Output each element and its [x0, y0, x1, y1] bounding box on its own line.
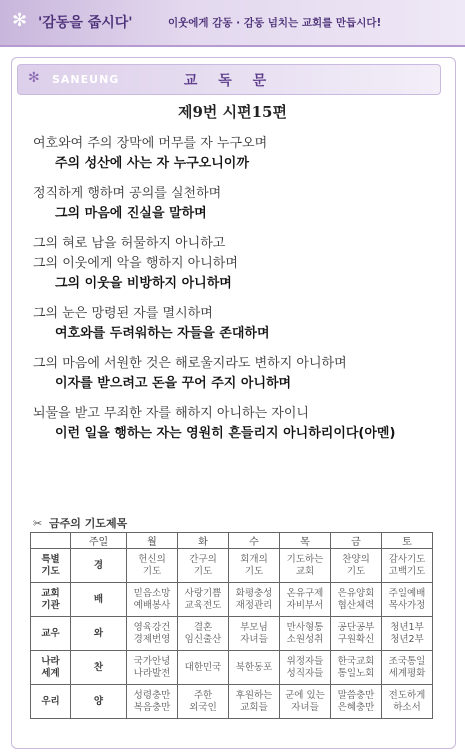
prayer-cell-line: 자녀들	[291, 701, 319, 713]
prayer-cell	[178, 685, 229, 719]
section-brand: SANEUNG	[52, 73, 120, 86]
section-header	[17, 64, 441, 95]
prayer-cell-line: 기도	[346, 565, 366, 577]
prayer-cell-line: 경제번영	[133, 633, 171, 645]
prayer-cell	[280, 651, 331, 685]
prayer-cell-line: 기도	[244, 565, 264, 577]
prayer-cell-line: 공단공부	[337, 621, 375, 633]
prayer-cell-line: 은유양회	[337, 587, 375, 599]
section-title: 교 독 문	[183, 73, 275, 89]
prayer-cell	[382, 651, 433, 685]
prayer-cell-line: 복음충만	[133, 701, 171, 713]
prayer-cell-line: 외국인	[189, 701, 217, 713]
prayer-row	[31, 617, 433, 651]
prayer-cell	[280, 583, 331, 617]
prayer-row	[31, 651, 433, 685]
day-header: 목	[280, 533, 331, 549]
row-label	[31, 549, 71, 583]
prayer-cell-line: 영육강건	[133, 621, 171, 633]
verse	[33, 404, 453, 444]
prayer-cell-line: 교회	[295, 565, 315, 577]
prayer-heading-label: 금주의 기도제목	[49, 517, 128, 530]
prayer-cell-line: 청년2부	[390, 633, 424, 645]
prayer-cell-line: 재정관리	[235, 599, 273, 611]
prayer-cell	[127, 685, 178, 719]
corner-cell	[31, 533, 71, 549]
leader-line: 그의 이웃에게 악을 행하지 아니하며	[33, 256, 238, 271]
leader-line: 여호와여 주의 장막에 머무를 자 누구오며	[33, 136, 268, 151]
prayer-cell	[178, 617, 229, 651]
prayer-cell-line: 위정자들	[286, 655, 324, 667]
prayer-cell-line: 성직자들	[286, 667, 324, 679]
prayer-cell-line: 한국교회	[337, 655, 375, 667]
prayer-cell-line: 믿음소망	[133, 587, 171, 599]
prayer-cell-line: 나라발전	[133, 667, 171, 679]
response-line: 여호와를 두려워하는 자들을 존대하며	[55, 326, 270, 341]
response-line: 그의 이웃을 비방하지 아니하며	[55, 276, 232, 291]
prayer-cell	[331, 651, 382, 685]
prayer-cell-line: 회개의	[240, 553, 268, 565]
prayer-cell	[331, 583, 382, 617]
prayer-row	[31, 685, 433, 719]
prayer-cell-line: 고백기도	[388, 565, 426, 577]
prayer-cell-line: 온유구제	[286, 587, 324, 599]
row-label-line: 특별	[41, 553, 60, 565]
row-label	[31, 617, 71, 651]
flower-icon: ✻	[12, 10, 28, 31]
prayer-cell-line: 결혼	[193, 621, 213, 633]
prayer-heading	[33, 515, 127, 531]
prayer-cell-line: 주일예배	[388, 587, 426, 599]
top-banner	[0, 0, 465, 47]
prayer-cell	[382, 549, 433, 583]
prayer-cell-line: 사랑기쁨	[184, 587, 222, 599]
prayer-cell-line: 기도	[193, 565, 213, 577]
prayer-cell-line: 교회들	[240, 701, 268, 713]
prayer-cell-line: 만사형통	[286, 621, 324, 633]
response-line: 이런 일을 행하는 자는 영원히 흔들리지 아니하리이다(아멘)	[55, 426, 396, 441]
prayer-cell-line: 소원성취	[286, 633, 324, 645]
prayer-cell	[229, 685, 280, 719]
prayer-cell-line: 조국통일	[388, 655, 426, 667]
prayer-cell	[331, 685, 382, 719]
row-label-line: 기도	[41, 565, 60, 577]
row-label	[31, 651, 71, 685]
day-header: 토	[382, 533, 433, 549]
row-label	[31, 583, 71, 617]
prayer-cell-line: 기도하는	[286, 553, 324, 565]
prayer-cell	[229, 549, 280, 583]
prayer-cell	[280, 617, 331, 651]
day-header-row	[31, 533, 433, 549]
prayer-cell-line: 은혜충만	[337, 701, 375, 713]
prayer-cell-line: 청년1부	[390, 621, 424, 633]
scissors-icon: ✂	[33, 517, 43, 530]
prayer-cell-line: 군에 있는	[285, 689, 325, 701]
day-header: 금	[331, 533, 382, 549]
worship-cell: 양	[71, 685, 127, 719]
prayer-cell	[382, 583, 433, 617]
prayer-cell-line: 성령충만	[133, 689, 171, 701]
leader-line: 그의 마음에 서원한 것은 해로울지라도 변하지 아니하며	[33, 356, 347, 371]
prayer-cell-line: 부모님	[240, 621, 268, 633]
prayer-cell-line: 국가안녕	[133, 655, 171, 667]
prayer-cell-line: 예배봉사	[133, 599, 171, 611]
prayer-cell	[127, 549, 178, 583]
prayer-cell-line: 통일노회	[337, 667, 375, 679]
flower-icon: ✻	[28, 70, 40, 86]
prayer-cell-line: 자비부서	[286, 599, 324, 611]
prayer-cell-line: 후원하는	[235, 689, 273, 701]
day-header: 주일	[71, 533, 127, 549]
prayer-cell-line: 자녀들	[240, 633, 268, 645]
prayer-cell	[382, 617, 433, 651]
verse	[33, 354, 453, 394]
prayer-cell-line: 임신출산	[184, 633, 222, 645]
row-label-line: 나라	[41, 655, 60, 667]
response-line: 그의 마음에 진실을 말하며	[55, 206, 207, 221]
banner-subtitle: 이웃에게 감동 · 감동 넘치는 교회를 만듭시다!	[168, 17, 382, 29]
prayer-cell	[127, 617, 178, 651]
verse	[33, 184, 453, 224]
prayer-cell	[382, 685, 433, 719]
row-label-line: 세계	[41, 667, 60, 679]
response-line: 주의 성산에 사는 자 누구오니이까	[55, 156, 249, 171]
leader-line: 뇌물을 받고 무죄한 자를 해하지 아니하는 자이니	[33, 406, 309, 421]
prayer-cell-line: 말씀충만	[337, 689, 375, 701]
prayer-row	[31, 583, 433, 617]
prayer-cell-line: 협산체력	[337, 599, 375, 611]
leader-line: 정직하게 행하며 공의를 실천하며	[33, 186, 222, 201]
worship-cell: 찬	[71, 651, 127, 685]
prayer-cell	[127, 651, 178, 685]
prayer-cell	[280, 549, 331, 583]
prayer-cell	[331, 617, 382, 651]
row-label-line: 기관	[41, 599, 60, 611]
prayer-table	[30, 532, 433, 719]
response-line: 이자를 받으려고 돈을 꾸어 주지 아니하며	[55, 376, 292, 391]
prayer-cell	[229, 583, 280, 617]
day-header: 화	[178, 533, 229, 549]
row-label-line: 교우	[41, 627, 60, 639]
prayer-cell	[178, 583, 229, 617]
prayer-cell	[178, 651, 229, 685]
prayer-cell-line: 주한	[193, 689, 213, 701]
banner-slogan: '감동을 줍시다'	[38, 15, 133, 31]
prayer-cell-line: 북한동포	[235, 661, 273, 673]
day-header: 수	[229, 533, 280, 549]
prayer-cell-line: 찬양의	[342, 553, 370, 565]
verse	[33, 234, 453, 294]
prayer-cell-line: 교육전도	[184, 599, 222, 611]
leader-line: 그의 눈은 망령된 자를 멸시하며	[33, 306, 213, 321]
psalm-title: 제9번 시편15편	[178, 103, 287, 121]
prayer-cell-line: 하소서	[393, 701, 421, 713]
verse	[33, 304, 453, 344]
worship-cell: 경	[71, 549, 127, 583]
worship-cell: 와	[71, 617, 127, 651]
prayer-cell-line: 목사가정	[388, 599, 426, 611]
responsive-reading	[33, 134, 453, 454]
verse	[33, 134, 453, 174]
prayer-cell-line: 전도하게	[388, 689, 426, 701]
prayer-cell-line: 헌신의	[138, 553, 166, 565]
prayer-cell-line: 간구의	[189, 553, 217, 565]
day-header: 월	[127, 533, 178, 549]
prayer-cell	[280, 685, 331, 719]
prayer-cell	[127, 583, 178, 617]
prayer-row	[31, 549, 433, 583]
row-label-line: 교회	[41, 587, 60, 599]
prayer-cell	[229, 651, 280, 685]
prayer-cell-line: 대한민국	[184, 661, 222, 673]
leader-line: 그의 혀로 남을 허물하지 아니하고	[33, 236, 226, 251]
worship-cell: 배	[71, 583, 127, 617]
prayer-cell-line: 감사기도	[388, 553, 426, 565]
prayer-cell	[178, 549, 229, 583]
prayer-cell-line: 구원확신	[337, 633, 375, 645]
prayer-cell	[331, 549, 382, 583]
row-label	[31, 685, 71, 719]
prayer-cell	[229, 617, 280, 651]
prayer-cell-line: 세계평화	[388, 667, 426, 679]
prayer-cell-line: 기도	[142, 565, 162, 577]
prayer-cell-line: 화평충성	[235, 587, 273, 599]
row-label-line: 우리	[41, 695, 60, 707]
